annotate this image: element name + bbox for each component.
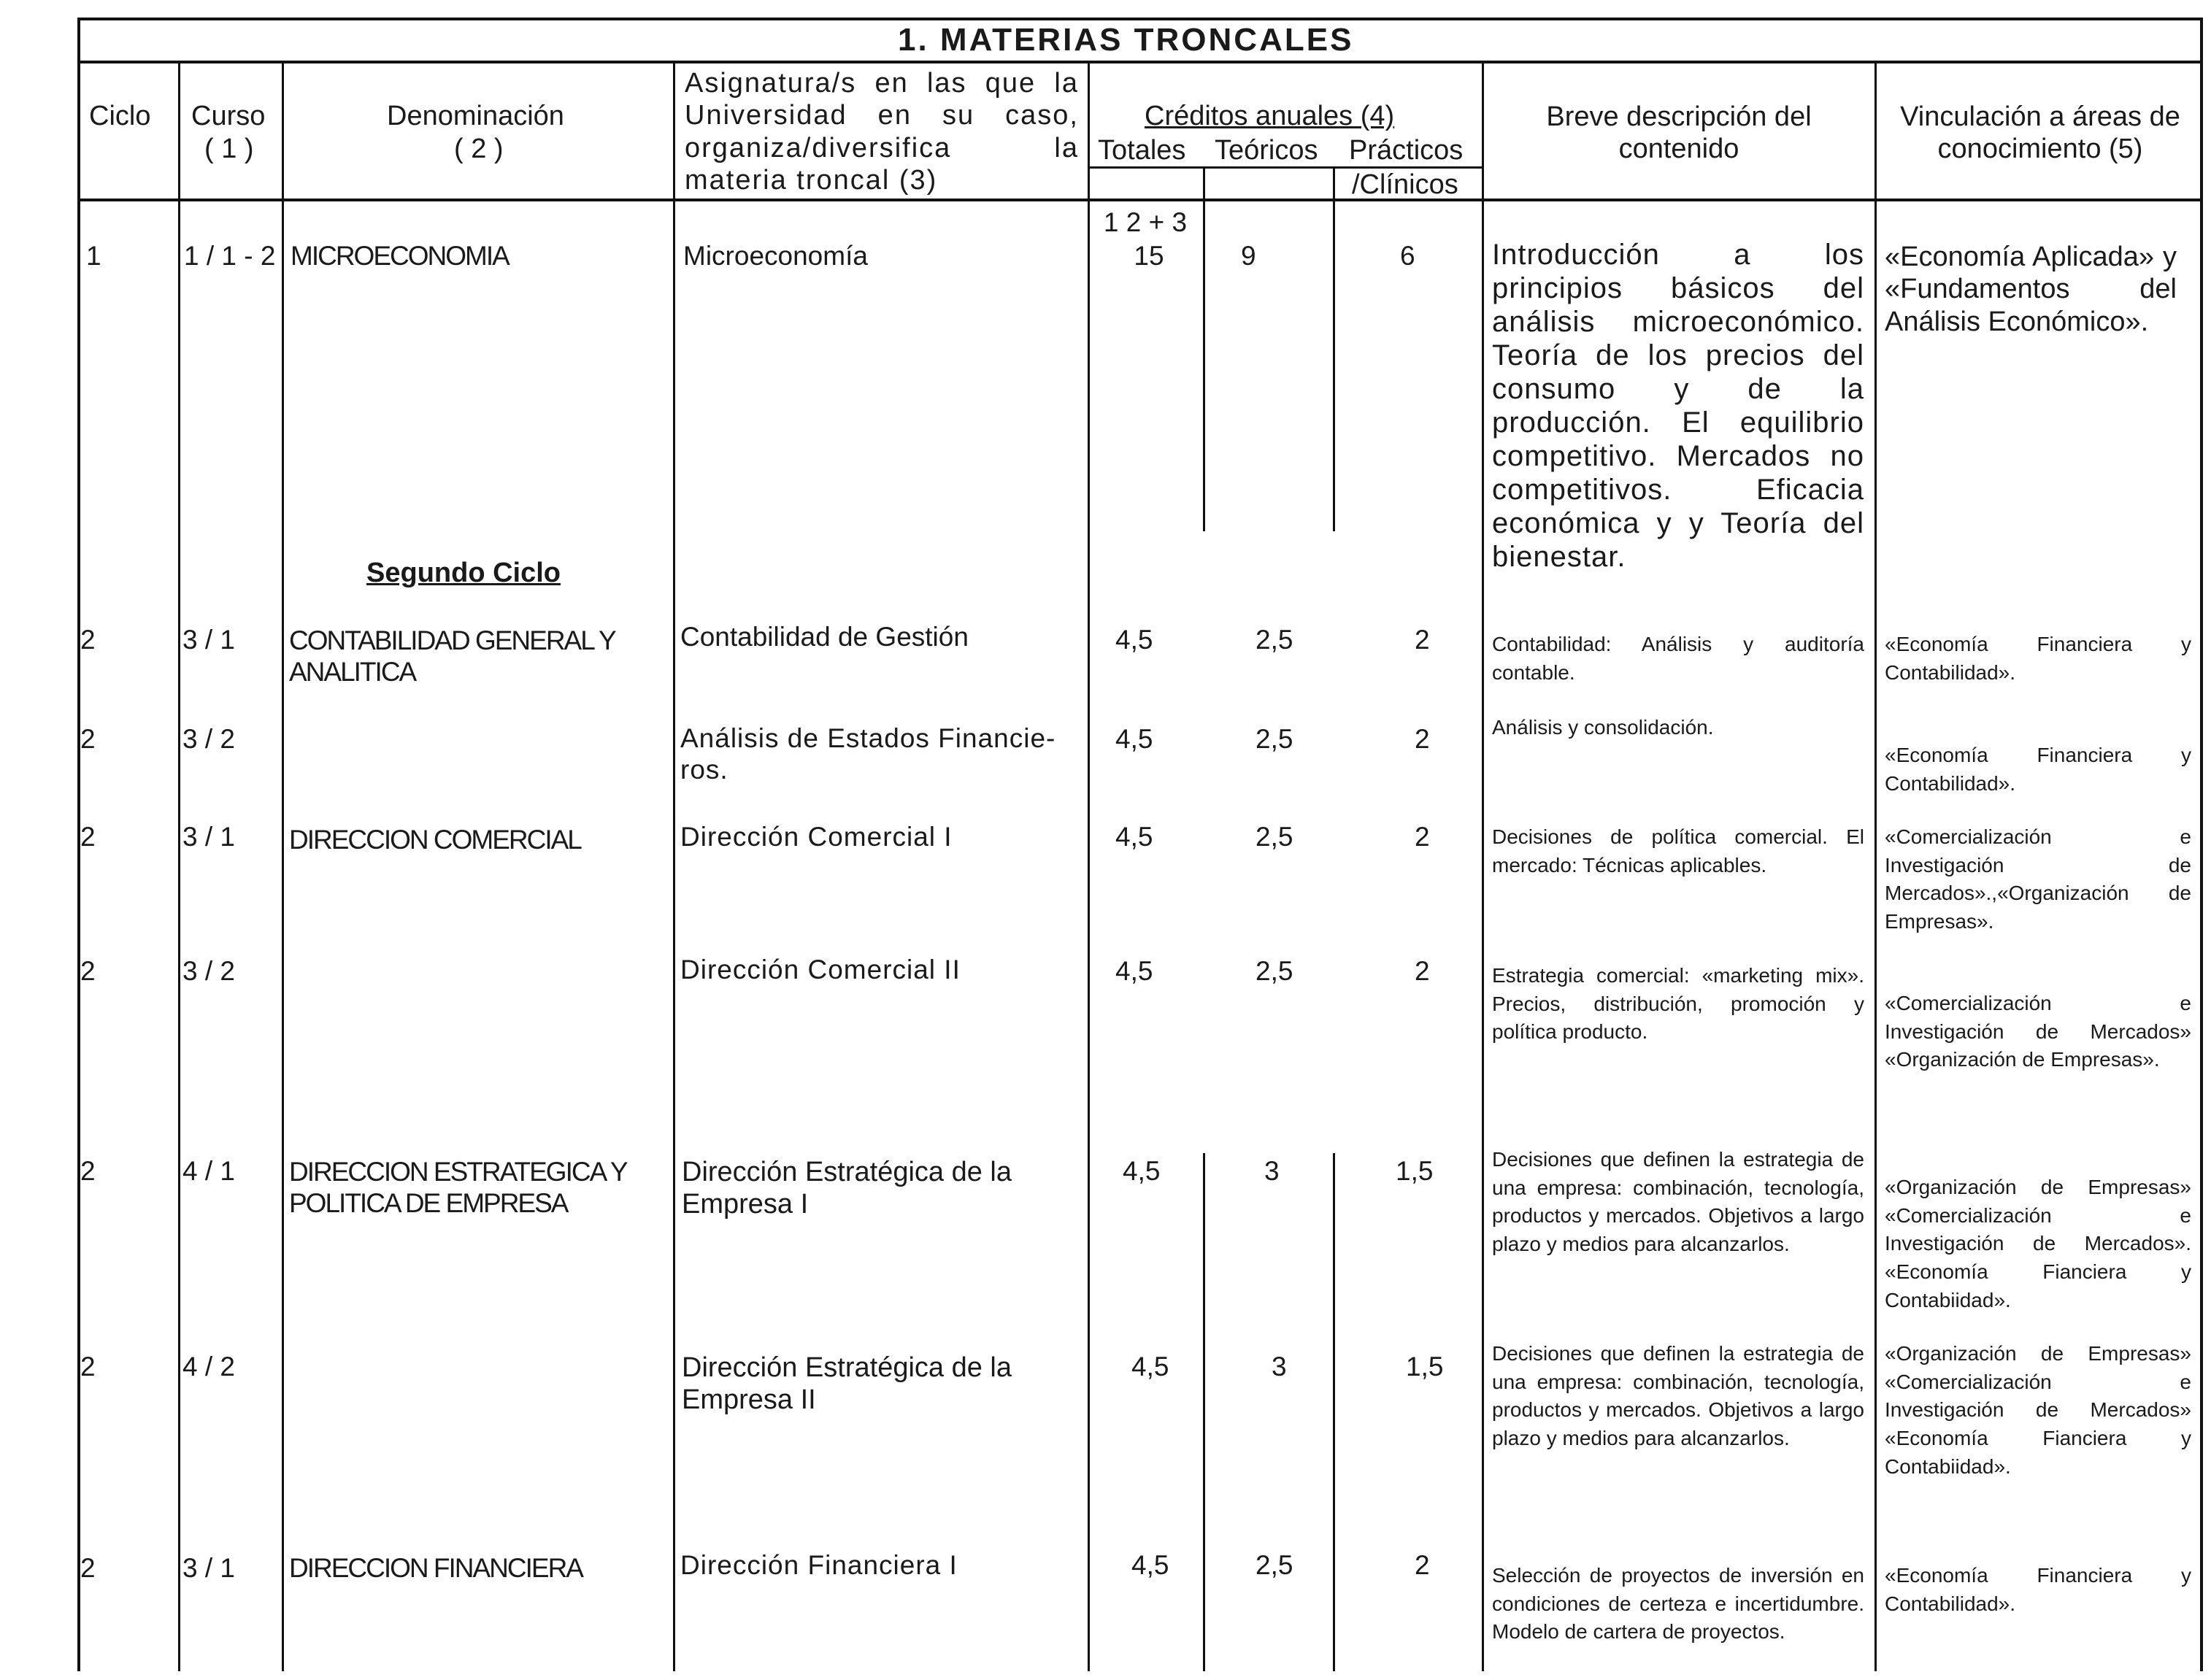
table-row-2-denominacion: CONTABILIDAD GENERAL Y ANALITICA	[289, 625, 615, 687]
table-row-5-vinculacion: «Comercialización e Investigación de Mercados» «Organización de Empresas».	[1885, 992, 2191, 1071]
table-row-6-totales: 4,5	[1123, 1156, 1161, 1186]
table-row-2-descripcion: Contabilidad: Análisis y auditoría contable.	[1492, 633, 1864, 684]
table-row-2-practicos: 2	[1415, 625, 1430, 655]
header-curso-note: ( 1 )	[204, 134, 254, 164]
table-row-5-practicos: 2	[1415, 956, 1430, 986]
table-row-1-descripcion: Introducción a los principios básicos del análisis microeconómico. Teoría de los precios del consumo y de la producción. El equilibrio competitivo. Mercados no competitivos. Eficacia económica y y Teoría del bienestar.	[1492, 239, 1864, 573]
table-row-4-denominacion: DIRECCION COMERCIAL	[289, 825, 581, 855]
table-row-6-curso: 4 / 1	[182, 1156, 235, 1186]
table-row-4-curso: 3 / 1	[182, 822, 235, 852]
table-row-1-practicos: 6	[1400, 241, 1415, 271]
table-row-8-curso: 3 / 1	[182, 1553, 235, 1583]
table-row-8-denominacion: DIRECCION FINANCIERA	[289, 1553, 582, 1583]
header-denominacion-note: ( 2 )	[454, 134, 504, 164]
header-ciclo: Ciclo	[89, 101, 151, 131]
table-row-8-vinculacion: «Economía Financiera y Contabilidad».	[1885, 1564, 2191, 1615]
table-row-4-teoricos: 2,5	[1256, 822, 1293, 852]
table-row-5-ciclo: 2	[80, 956, 96, 986]
table-row-5-totales: 4,5	[1115, 956, 1153, 986]
table-row-8-practicos: 2	[1415, 1550, 1430, 1580]
table-row-3-practicos: 2	[1415, 724, 1430, 754]
segundo-ciclo-heading: Segundo Ciclo	[366, 558, 561, 588]
col-border-teoricos-lower	[1203, 1153, 1205, 1671]
table-row-1-asignatura: Microeconomía	[683, 241, 868, 271]
header-clinicos: /Clínicos	[1352, 169, 1458, 200]
header-creditos: Créditos anuales (4)	[1145, 101, 1395, 131]
table-row-8-asignatura: Dirección Financiera I	[680, 1550, 958, 1580]
table-row-2-teoricos: 2,5	[1256, 625, 1293, 655]
table-row-1-totales: 15	[1134, 241, 1164, 271]
table-row-8-totales: 4,5	[1131, 1550, 1169, 1580]
table-row-7-vinculacion: «Organización de Empresas» «Comercialización e Investigación de Mercados» «Economía Fianciera y Contabiidad».	[1885, 1342, 2191, 1478]
table-row-3-totales: 4,5	[1115, 724, 1153, 754]
col-border-descripcion	[1482, 62, 1484, 1671]
section-title: 1. MATERIAS TRONCALES	[898, 22, 1354, 58]
title-row-border	[77, 61, 2203, 63]
table-row-7-descripcion: Decisiones que definen la estrategia de una empresa: combinación, tecnología, productos y mercados. Objetivos a largo plazo y medios para alcanzarlos.	[1492, 1342, 1864, 1449]
table-row-6-denominacion: DIRECCION ESTRATEGICA Y POLITICA DE EMPRESA	[289, 1157, 626, 1219]
col-border-creditos	[1088, 62, 1090, 1671]
table-row-8-teoricos: 2,5	[1256, 1550, 1293, 1580]
table-row-2-totales: 4,5	[1115, 625, 1153, 655]
header-vinculacion: Vinculación a áreas de conocimiento (5)	[1900, 101, 2180, 165]
table-row-2-ciclo: 2	[80, 625, 96, 655]
table-row-1-ciclo: 1	[86, 241, 101, 271]
table-row-7-practicos: 1,5	[1406, 1352, 1444, 1382]
table-row-1-denominacion: MICROECONOMIA	[291, 241, 509, 271]
table-row-6-teoricos: 3	[1264, 1156, 1280, 1186]
table-row-8-descripcion: Selección de proyectos de inversión en condiciones de certeza e incertidumbre. Modelo de cartera de proyectos.	[1492, 1564, 1864, 1644]
col-border-practicos-lower	[1333, 1153, 1335, 1671]
header-practicos: Prácticos	[1349, 135, 1464, 166]
table-right-border	[2200, 18, 2203, 1671]
table-row-1-totales-note: 1 2 + 3	[1103, 207, 1188, 237]
header-denominacion: Denominación	[387, 101, 564, 131]
table-row-7-ciclo: 2	[80, 1352, 96, 1382]
col-border-vinculacion	[1874, 62, 1877, 1671]
table-row-2-curso: 3 / 1	[182, 625, 235, 655]
col-border-curso	[178, 62, 180, 1671]
header-descripcion: Breve descripción del contenido	[1546, 101, 1812, 165]
table-row-4-descripcion: Decisiones de política comercial. El mercado: Técnicas aplicables.	[1492, 825, 1864, 876]
table-row-4-practicos: 2	[1415, 822, 1430, 852]
table-row-7-teoricos: 3	[1272, 1352, 1287, 1382]
header-curso: Curso	[191, 101, 266, 131]
header-teoricos: Teóricos	[1215, 135, 1318, 166]
table-row-3-curso: 3 / 2	[182, 724, 235, 754]
table-top-border	[77, 18, 2203, 20]
table-row-1-curso: 1 / 1 - 2	[184, 241, 276, 271]
table-row-7-curso: 4 / 2	[182, 1352, 235, 1382]
table-row-4-vinculacion: «Comercialización e Investigación de Mercados».,«Organización de Empresas».	[1885, 825, 2191, 933]
header-totales: Totales	[1098, 135, 1186, 166]
table-row-5-asignatura: Dirección Comercial II	[680, 955, 961, 985]
table-row-4-totales: 4,5	[1115, 822, 1153, 852]
table-row-1-vinculacion: «Economía Aplicada» y «Fundamentos del Análisis Económico».	[1885, 242, 2177, 337]
table-row-8-ciclo: 2	[80, 1553, 96, 1583]
table-row-3-vinculacion: «Economía Financiera y Contabilidad».	[1885, 744, 2191, 795]
col-border-denominacion	[282, 62, 284, 1671]
table-row-3-asignatura: Análisis de Estados Financie-ros.	[680, 723, 1056, 785]
table-row-6-descripcion: Decisiones que definen la estrategia de una empresa: combinación, tecnología, productos y mercados. Objetivos a largo plazo y medios para alcanzarlos.	[1492, 1148, 1864, 1255]
table-row-3-ciclo: 2	[80, 724, 96, 754]
col-border-asignatura	[673, 62, 675, 1671]
table-row-5-curso: 3 / 2	[182, 956, 235, 986]
table-row-7-asignatura: Dirección Estratégica de la Empresa II	[682, 1352, 1012, 1416]
col-border-teoricos-upper	[1203, 166, 1205, 531]
header-row-border	[77, 199, 2203, 201]
table-row-2-asignatura: Contabilidad de Gestión	[680, 622, 969, 652]
table-row-4-asignatura: Dirección Comercial I	[680, 822, 953, 852]
col-border-practicos-upper	[1333, 166, 1335, 531]
table-row-4-ciclo: 2	[80, 822, 96, 852]
header-asignatura: Asignatura/s en las que la Universidad en su caso, organiza/diversifica la materia troncal (3)	[685, 68, 1079, 196]
table-row-3-teoricos: 2,5	[1256, 724, 1293, 754]
table-row-6-ciclo: 2	[80, 1156, 96, 1186]
table-row-6-vinculacion: «Organización de Empresas» «Comercialización e Investigación de Mercados». «Economía Fianciera y Contabiidad».	[1885, 1176, 2191, 1311]
table-row-7-totales: 4,5	[1131, 1352, 1169, 1382]
table-row-5-descripcion: Estrategia comercial: «marketing mix». Precios, distribución, promoción y política producto.	[1492, 964, 1864, 1044]
table-row-1-teoricos: 9	[1241, 241, 1256, 271]
table-row-5-teoricos: 2,5	[1256, 956, 1293, 986]
table-row-6-asignatura: Dirección Estratégica de la Empresa I	[682, 1157, 1012, 1220]
table-row-2-vinculacion: «Economía Financiera y Contabilidad».	[1885, 633, 2191, 684]
table-row-3-descripcion: Análisis y consolidación.	[1492, 716, 1714, 739]
table-row-6-practicos: 1,5	[1396, 1156, 1434, 1186]
